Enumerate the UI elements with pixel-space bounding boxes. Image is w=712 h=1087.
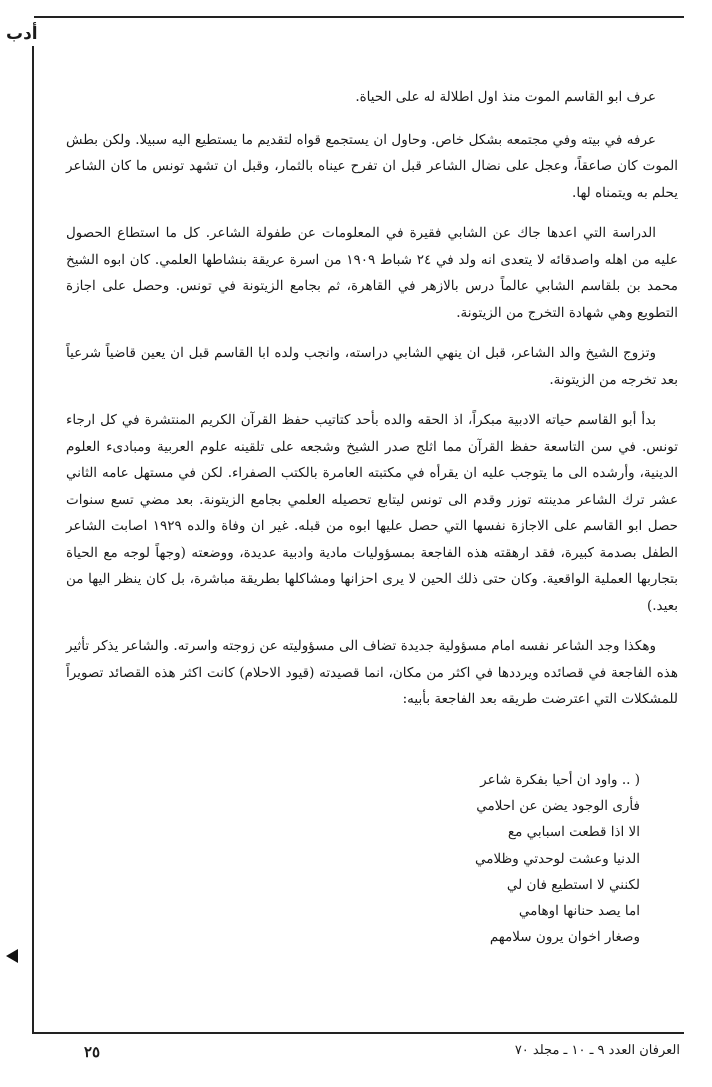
- left-margin-rule: [32, 46, 34, 1032]
- left-arrow-icon: [6, 949, 18, 963]
- article-body: [66, 84, 678, 727]
- poem-line: لكنني لا استطيع فان لي: [506, 876, 640, 893]
- paragraph-5: بدأ أبو القاسم حياته الادبية مبكراً، اذ الحقه والده بأحد كتاتيب حفظ القرآن الكريم المنتشرة في كل ارجاء تونس. في سن التاسعة حفظ القرآن مما اثلج صدر الشيخ وشجعه على تلقينه علوم العربية ومبادىء العلوم الدينية، وأرشده الى ما يتوجب عليه ان يقرأه في مكتبته العامرة بالكتب الصفراء. لكن في مستهل عامه الثاني عشر ترك الشاعر مدينته توزر وقدم الى تونس ليتابع تحصيله العلمي بجامع الزيتونة. بعد مضي تسع سنوات حصل ابو القاسم على الاجازة نفسها التي حصل عليها ابوه من قبله. غير ان وفاة والده ١٩٢٩ اصابت الشاعر الطفل بصدمة كبيرة، فقد ارهقته هذه الفاجعة بمسؤوليات مادية وادبية عديدة، ووضعته (وجهاً لوجه مع الحياة بتجاربها العملية الواقعية. وكان حتى ذلك الحين لا يرى احزانها ومشاكلها بطريقة مباشرة، بل كان ينظر اليها من بعيد.): [66, 412, 678, 614]
- paragraph-1: عرف ابو القاسم الموت منذ اول اطلالة له على الحياة.: [355, 89, 656, 105]
- journal-info: العرفان العدد ٩ ـ ١٠ ـ مجلد ٧٠: [514, 1043, 680, 1058]
- paragraph-2: عرفه في بيته وفي مجتمعه بشكل خاص. وحاول ان يستجمع قواه لتقديم ما يستطيع اليه سبيلا. ولكن بطش الموت كان صاعقاً، وعجل على نضال الشاعر قبل ان تفرح عيناه بالثمار، وقبل ان تشهد تونس ما كان الشاعر يحلم به ويتمناه لها.: [66, 131, 678, 201]
- paragraph-3: الدراسة التي اعدها جاك عن الشابي فقيرة في المعلومات عن طفولة الشاعر. كل ما استطاع الحصول عليه من اهله واصدقائه لا يتعدى انه ولد في ٢٤ شباط ١٩٠٩ من اسرة عريقة بنشاطها العلمي. كان ابوه الشيخ محمد بن بلقاسم الشابي عالماً درس بالازهر في القاهرة، ثم بجامع الزيتونة في تونس. وحصل على اجازة التطويع وهي شهادة التخرج من الزيتونة.: [66, 225, 678, 321]
- bottom-rule: [32, 1032, 684, 1034]
- section-label: أدب: [6, 24, 38, 44]
- page-number: ٢٥: [84, 1043, 101, 1061]
- top-rule: [34, 16, 684, 18]
- poem-line: ( .. واود ان أحيا بفكرة شاعر: [480, 772, 640, 788]
- poem-block: [340, 767, 640, 950]
- poem-line: الدنيا وعشت لوحدتي وظلامي: [475, 850, 640, 867]
- poem-line: فأرى الوجود يضن عن احلامي: [476, 798, 640, 815]
- poem-line: الا اذا قطعت اسبابي مع: [507, 824, 640, 841]
- paragraph-6: وهكذا وجد الشاعر نفسه امام مسؤولية جديدة تضاف الى مسؤوليته عن زوجته واسرته. والشاعر يذكر تأثير هذه الفاجعة في قصائده ويرددها في اكثر من مكان، انما قصيدته (قيود الاحلام) كانت اكثر هذه القصائد تصويراً للمشكلات التي اعترضت طريقه بعد الفاجعة بأبيه:: [66, 638, 678, 707]
- poem-line: وصغار اخوان يرون سلامهم: [489, 929, 640, 946]
- poem-line: اما يصد حنانها اوهامي: [518, 903, 640, 920]
- paragraph-4: وتزوج الشيخ والد الشاعر، قبل ان ينهي الشابي دراسته، وانجب ولده ابا القاسم قبل ان يعين قاضياً شرعياً بعد تخرجه من الزيتونة.: [66, 345, 678, 388]
